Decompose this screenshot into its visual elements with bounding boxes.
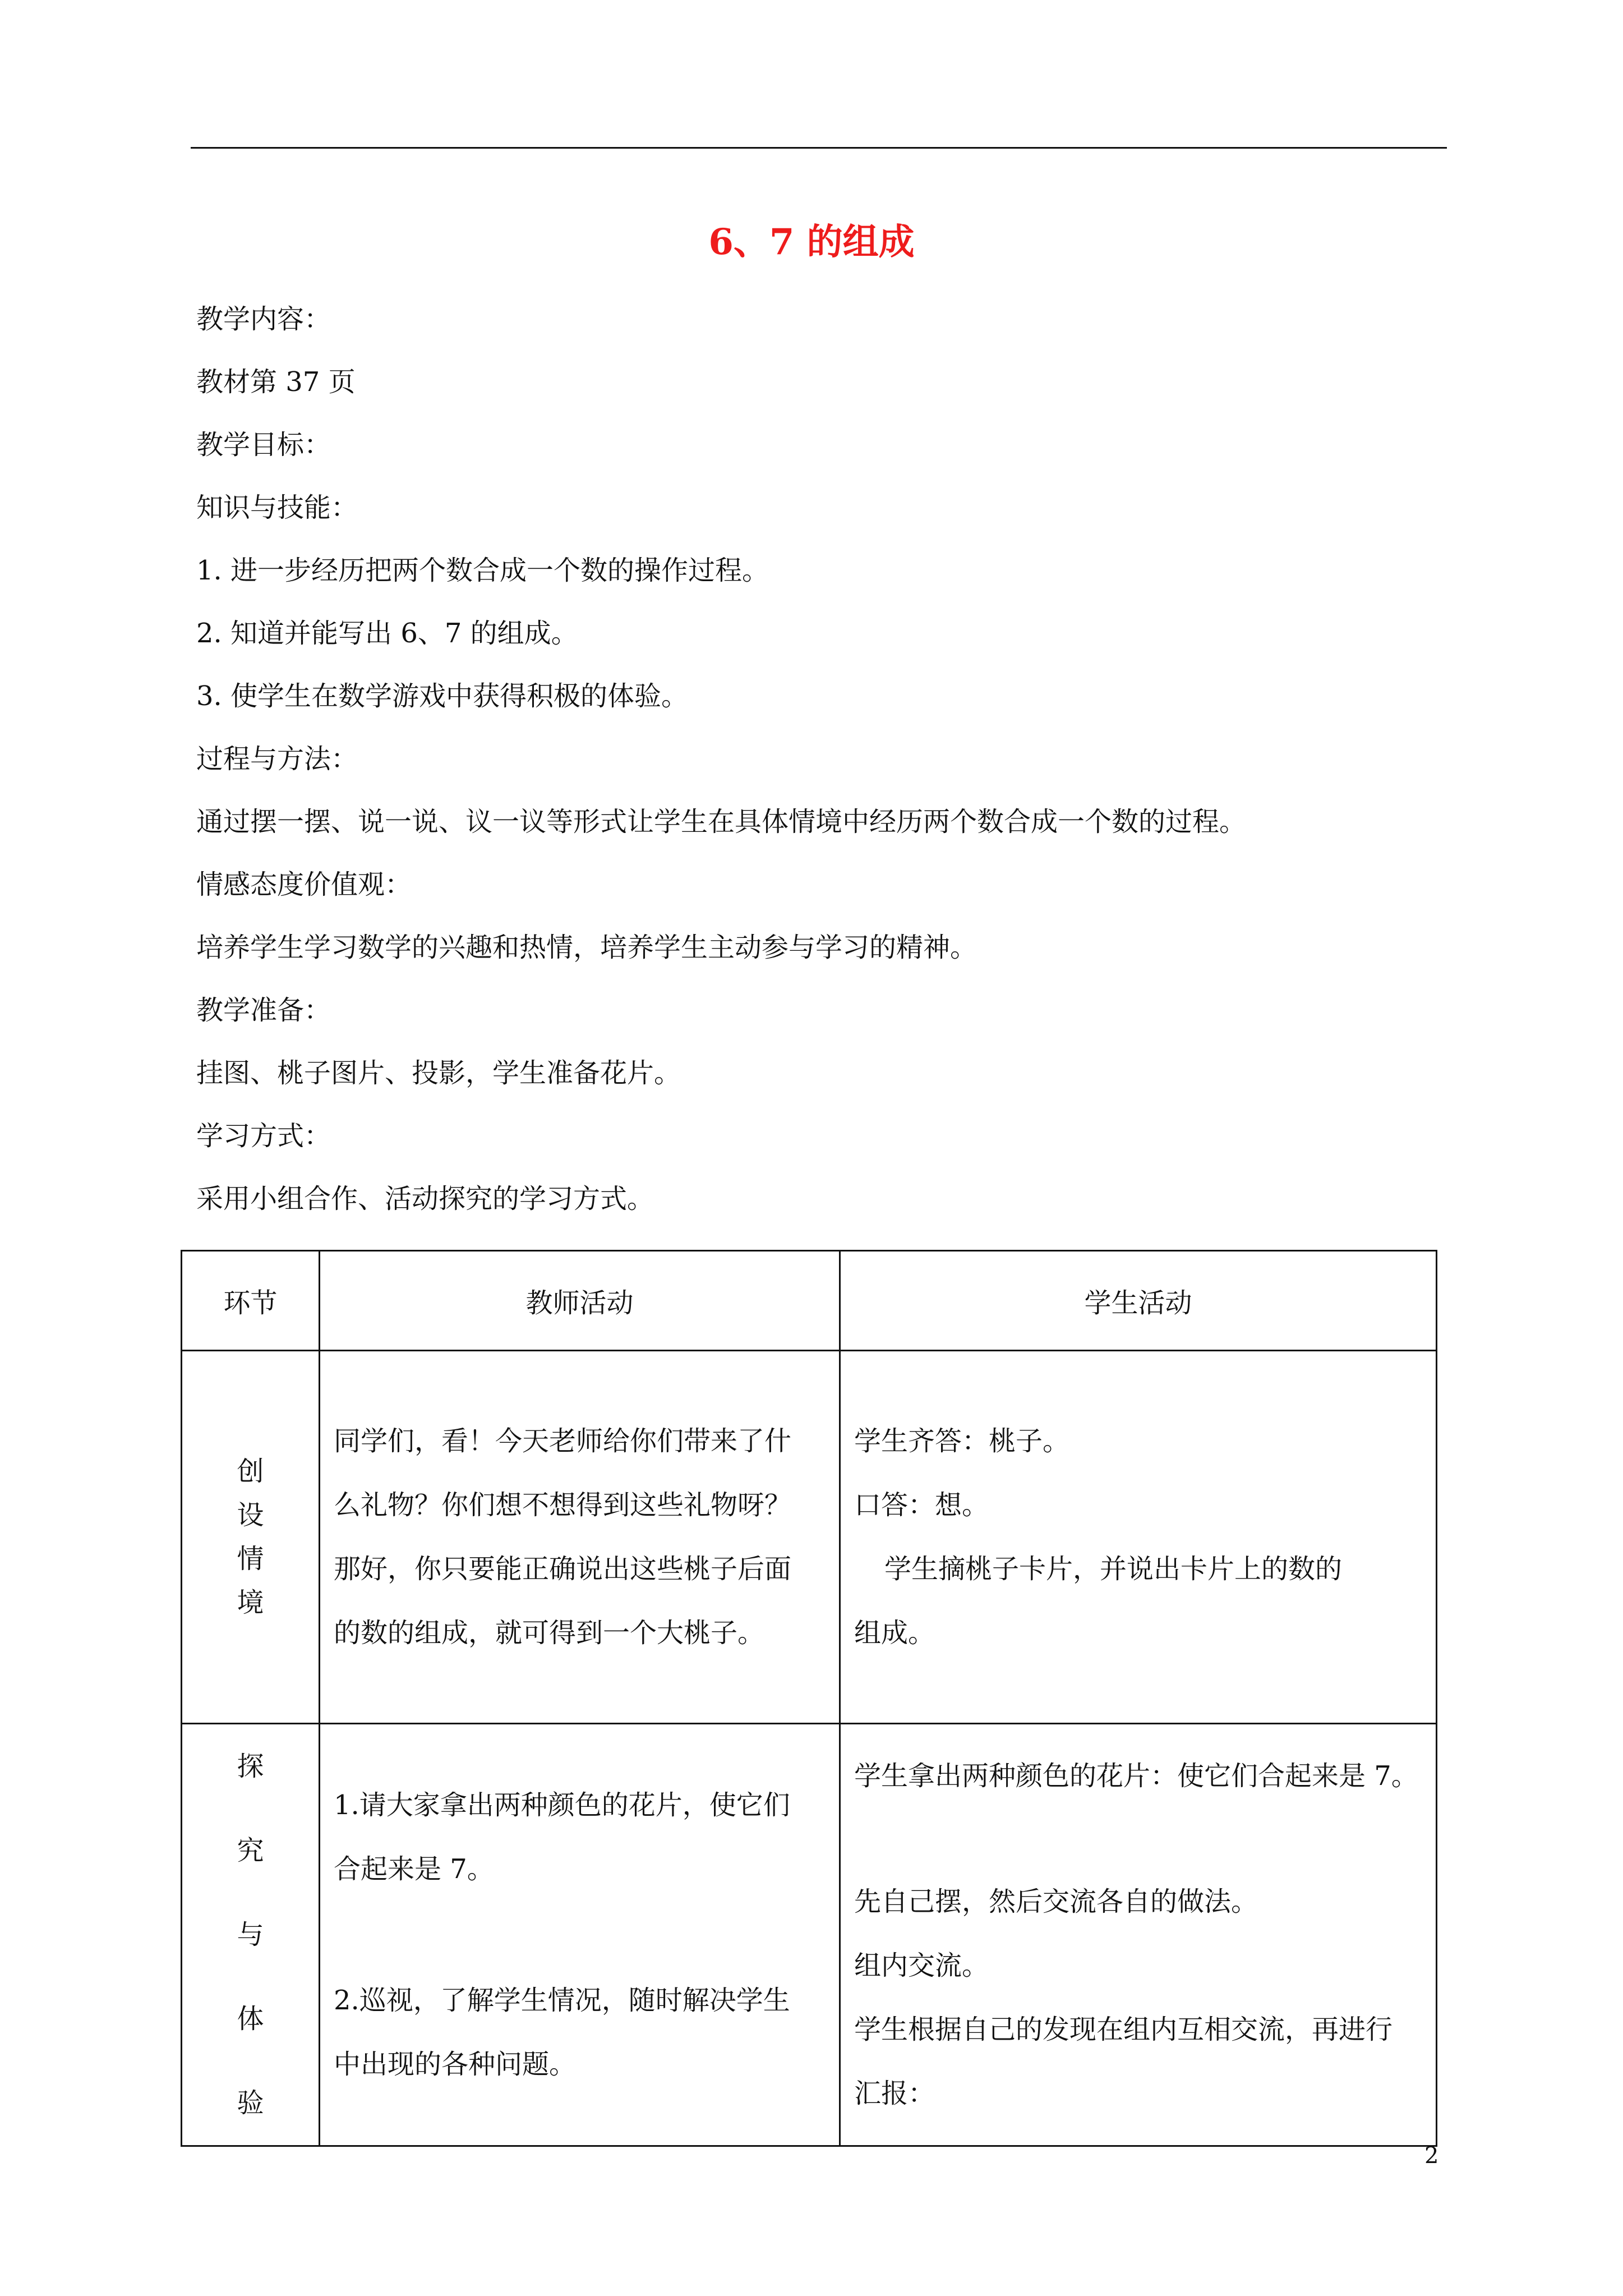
subsection-attitude: 情感态度价值观： xyxy=(196,869,412,900)
teacher-text-line: 1.请大家拿出两种颜色的花片，使它们 xyxy=(334,1789,790,1821)
teacher-text-line: 同学们，看！今天老师给你们带来了什 xyxy=(334,1425,792,1457)
stage-char: 情 xyxy=(237,1543,264,1575)
student-text-line: 学生根据自己的发现在组内互相交流，再进行 xyxy=(854,2014,1393,2045)
section-label-goals: 教学目标： xyxy=(196,429,331,461)
goal-item-1: 1. 进一步经历把两个数合成一个数的操作过程。 xyxy=(196,555,769,586)
student-text-line: 组内交流。 xyxy=(854,1950,989,1981)
teacher-text-line: 2.巡视，了解学生情况，随时解决学生 xyxy=(334,1985,790,2016)
student-activity-cell xyxy=(840,1351,1437,1724)
student-text-line: 学生齐答：桃子。 xyxy=(854,1425,1070,1457)
goal-item-3: 3. 使学生在数学游戏中获得积极的体验。 xyxy=(196,680,689,712)
table-row xyxy=(182,1351,1437,1724)
student-text-line: 汇报： xyxy=(854,2078,935,2109)
student-activity-cell xyxy=(840,1724,1437,2146)
teacher-text-line: 的数的组成，就可得到一个大桃子。 xyxy=(334,1617,765,1649)
header-teacher: 教师活动 xyxy=(320,1251,840,1351)
stage-char: 究 xyxy=(237,1835,264,1866)
header-student: 学生活动 xyxy=(840,1251,1437,1351)
student-text-line: 口答：想。 xyxy=(854,1489,989,1521)
teacher-text-line: 那好，你只要能正确说出这些桃子后面 xyxy=(334,1553,792,1585)
teacher-text-line: 合起来是 7。 xyxy=(334,1853,494,1885)
teacher-activity-cell xyxy=(320,1351,840,1724)
section-label-content: 教学内容： xyxy=(196,303,331,335)
preparation-text: 挂图、桃子图片、投影，学生准备花片。 xyxy=(196,1057,681,1089)
stage-char: 与 xyxy=(237,1919,264,1950)
stage-char: 创 xyxy=(237,1456,264,1487)
stage-char: 探 xyxy=(237,1751,264,1782)
header-stage: 环节 xyxy=(182,1251,320,1351)
learning-method-text: 采用小组合作、活动探究的学习方式。 xyxy=(196,1183,654,1214)
section-label-preparation: 教学准备： xyxy=(196,995,331,1026)
stage-cell xyxy=(182,1351,320,1724)
subsection-process: 过程与方法： xyxy=(196,743,358,775)
lesson-table xyxy=(181,1250,1437,2147)
stage-char: 设 xyxy=(237,1499,264,1531)
student-text-line: 学生拿出两种颜色的花片：使它们合起来是 7。 xyxy=(854,1760,1418,1792)
section-label-learning-method: 学习方式： xyxy=(196,1120,331,1152)
table-header-row xyxy=(182,1251,1437,1351)
teacher-text-line: 中出现的各种问题。 xyxy=(334,2049,577,2080)
stage-char: 境 xyxy=(237,1587,264,1618)
textbook-page: 教材第 37 页 xyxy=(196,366,356,398)
student-text-line: 学生摘桃子卡片，并说出卡片上的数的 xyxy=(884,1553,1343,1585)
student-text-line: 先自己摆，然后交流各自的做法。 xyxy=(854,1886,1258,1917)
stage-char: 验 xyxy=(237,2087,264,2119)
stage-cell xyxy=(182,1724,320,2146)
student-text-line: 组成。 xyxy=(854,1617,935,1649)
goal-item-2: 2. 知道并能写出 6、7 的组成。 xyxy=(196,618,578,649)
page-title: 6、7 的组成 xyxy=(708,221,915,263)
teacher-activity-cell xyxy=(320,1724,840,2146)
stage-char: 体 xyxy=(237,2003,264,2035)
teacher-text-line: 么礼物？你们想不想得到这些礼物呀？ xyxy=(334,1489,792,1521)
table-row xyxy=(182,1724,1437,2146)
subsection-knowledge: 知识与技能： xyxy=(196,492,358,523)
header-rule xyxy=(191,147,1447,149)
process-text: 通过摆一摆、说一说、议一议等形式让学生在具体情境中经历两个数合成一个数的过程。 xyxy=(196,806,1247,838)
page-number: 2 xyxy=(1424,2143,1439,2169)
attitude-text: 培养学生学习数学的兴趣和热情，培养学生主动参与学习的精神。 xyxy=(196,932,978,963)
